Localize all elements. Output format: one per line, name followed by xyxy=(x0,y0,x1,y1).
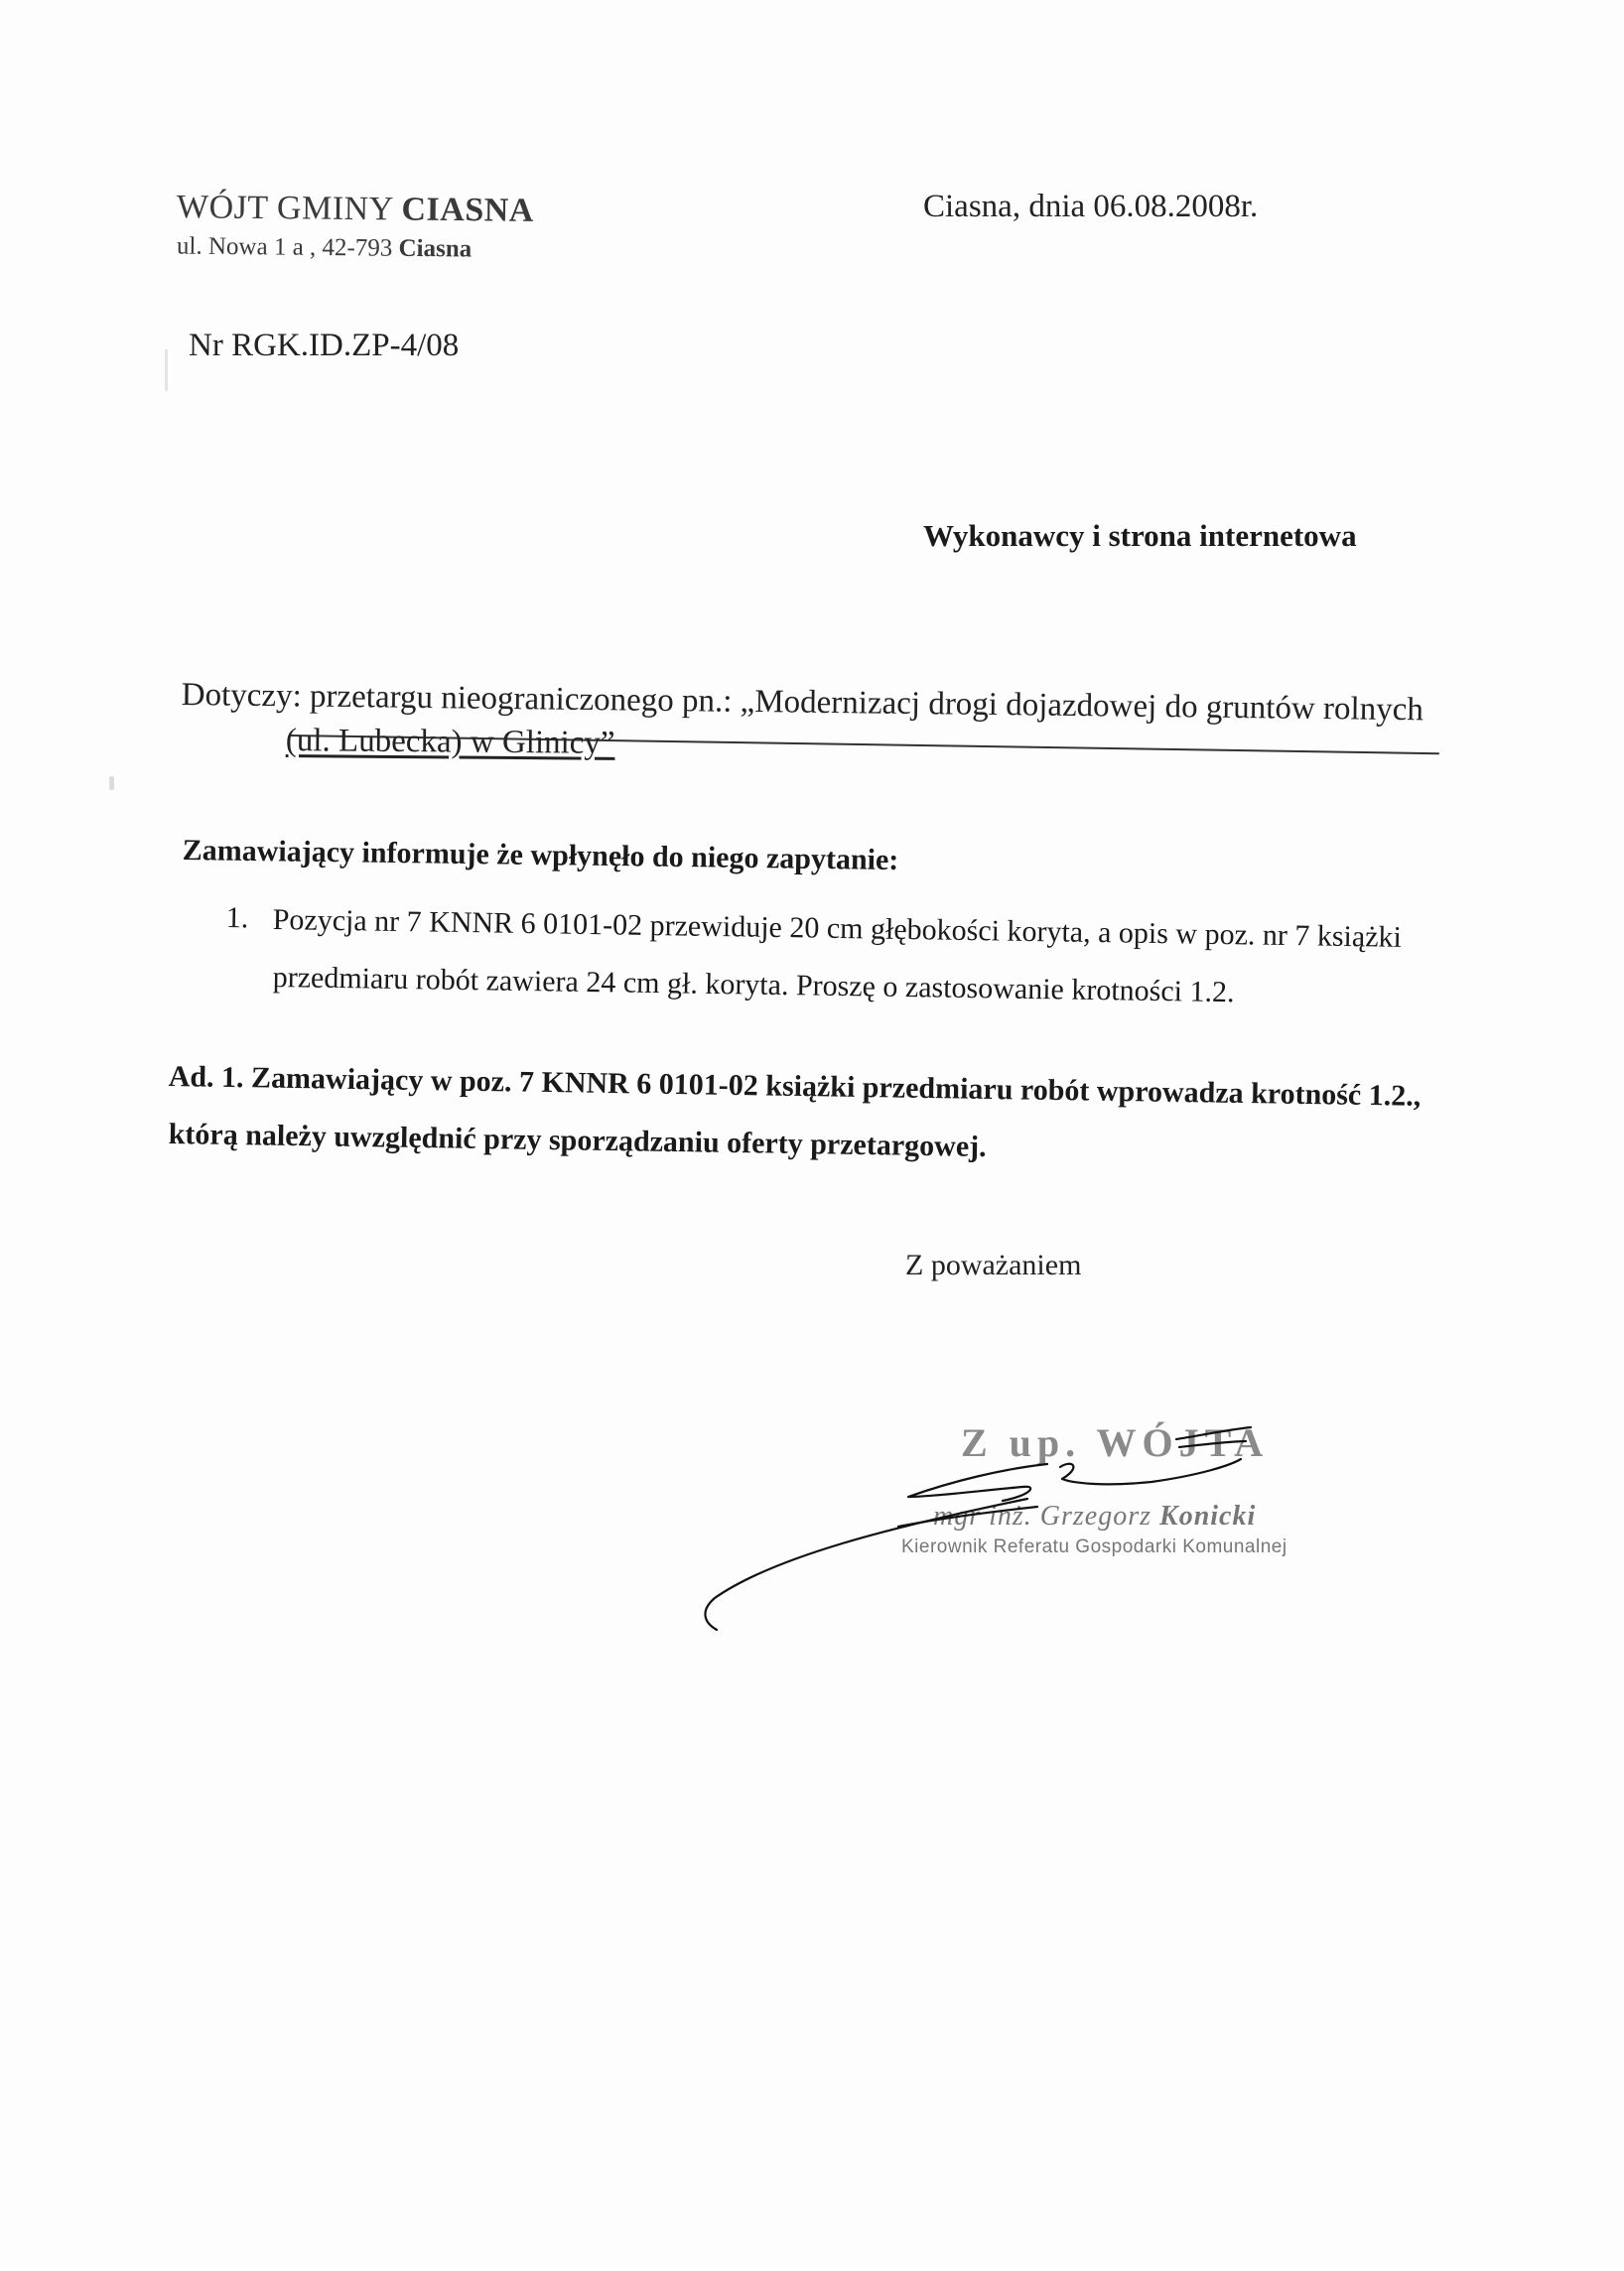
letterhead-address-normal: ul. Nowa 1 a , 42-793 xyxy=(176,232,399,262)
info-heading: Zamawiający informuje że wpłynęło do niego zapytanie: xyxy=(182,834,899,877)
closing-salutation: Z poważaniem xyxy=(905,1249,1082,1281)
date-line: Ciasna, dnia 06.08.2008r. xyxy=(923,189,1259,224)
letterhead-address xyxy=(177,232,472,263)
signature-stamp-line-3: Kierownik Referatu Gospodarki Komunalnej xyxy=(901,1536,1287,1557)
signature-stamp-line-1: Z up. WÓJTA xyxy=(961,1420,1270,1465)
letterhead-title-bold: CIASNA xyxy=(401,191,535,229)
subject-line-1 xyxy=(182,677,1424,729)
letterhead-address-bold: Ciasna xyxy=(398,234,473,263)
signature-stamp-name-bold: Konicki xyxy=(1159,1501,1257,1532)
signature-stamp-name-prefix: mgr inż. Grzegorz xyxy=(933,1501,1160,1532)
scan-artifact xyxy=(109,776,114,790)
signature-stamp-line-2 xyxy=(933,1501,1256,1533)
subject-line-2 xyxy=(286,723,615,762)
reference-number: Nr RGK.ID.ZP-4/08 xyxy=(189,328,460,363)
question-number: 1. xyxy=(225,901,249,935)
question-line-1: Pozycja nr 7 KNNR 6 0101-02 przewiduje 20 cm głębokości koryta, a opis w poz. nr 7 książki xyxy=(272,903,1403,954)
subject-text-2: (ul. Lubecka) w Glinicy” xyxy=(285,723,615,761)
answer-line-1: Ad. 1. Zamawiający w poz. 7 KNNR 6 0101-02 książki przedmiaru robót wprowadza krotność 1.2., xyxy=(168,1060,1421,1113)
subject-text-1: przetargu nieograniczonego pn.: „Modernizacj drogi dojazdowej do gruntów rolnych xyxy=(301,678,1424,729)
question-line-2: przedmiaru robót zawiera 24 cm gł. koryta. Proszę o zastosowanie krotności 1.2. xyxy=(272,961,1235,1009)
letterhead-title-normal: WÓJT GMINY xyxy=(176,189,402,228)
subject-label: Dotyczy: xyxy=(181,677,302,715)
letterhead-title xyxy=(177,189,534,230)
recipient: Wykonawcy i strona internetowa xyxy=(923,518,1357,553)
scan-artifact xyxy=(165,349,168,391)
answer-line-2: którą należy uwzględnić przy sporządzaniu oferty przetargowej. xyxy=(168,1118,987,1163)
